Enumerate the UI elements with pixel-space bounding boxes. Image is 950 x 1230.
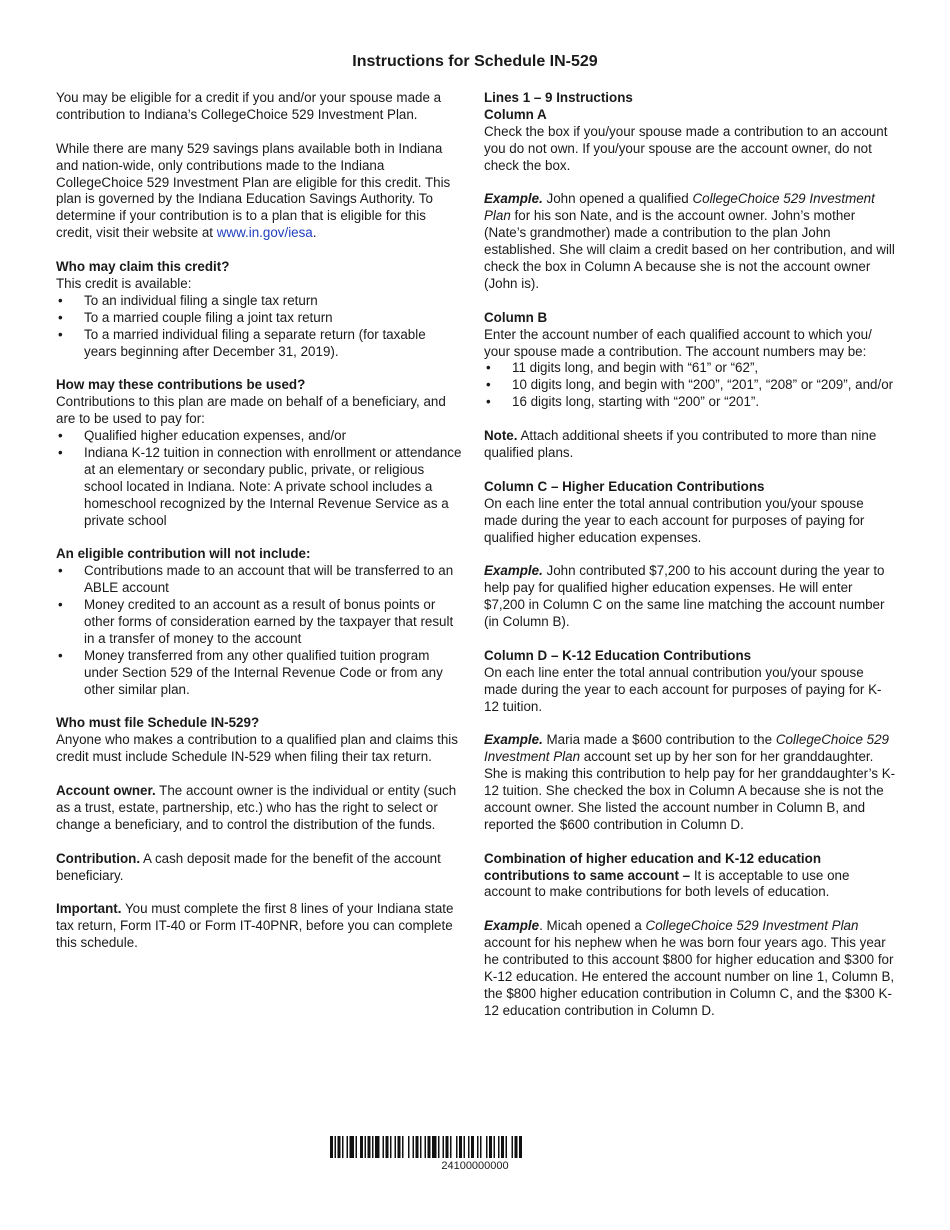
barcode-bar xyxy=(375,1136,380,1158)
barcode-bar xyxy=(335,1136,337,1158)
important-text: You must complete the first 8 lines of your Indiana state tax return, Form IT-40 or Form IT-40PNR, before you can complete this schedule. xyxy=(56,901,454,951)
column-a-heading: Column A xyxy=(484,106,547,122)
barcode-bar xyxy=(395,1136,397,1158)
barcode-bar xyxy=(338,1136,341,1158)
account-owner-text: The account owner is the individual or entity (such as a trust, estate, partnership, etc.) who has the right to select or change a beneficiary, and to control the distribution of the funds. xyxy=(56,783,457,832)
column-c-heading: Column C – Higher Education Contributions xyxy=(484,478,765,494)
page-title: Instructions for Schedule IN-529 xyxy=(352,53,598,70)
how-used-list xyxy=(56,428,462,529)
barcode-bar xyxy=(477,1136,479,1158)
how-used-text: Contributions to this plan are made on behalf of a beneficiary, and are to be used to pay for: xyxy=(56,394,446,427)
barcode xyxy=(330,1136,620,1173)
contribution-paragraph xyxy=(56,851,462,885)
barcode-bar xyxy=(450,1136,452,1158)
example-1-paragraph xyxy=(484,191,896,292)
barcode-bar xyxy=(330,1136,333,1158)
example-3-paragraph xyxy=(484,732,896,833)
right-column xyxy=(484,90,896,1037)
barcode-bar xyxy=(501,1136,504,1158)
plan-name: CollegeChoice 529 Investment Plan xyxy=(645,918,859,934)
barcode-bar xyxy=(489,1136,492,1158)
barcode-bar xyxy=(515,1136,518,1158)
plan-name: CollegeChoice 529 Investment Plan xyxy=(484,732,889,765)
barcode-bar xyxy=(386,1136,389,1158)
barcode-bar xyxy=(408,1136,410,1158)
left-column xyxy=(56,90,462,969)
list-item: • Money transferred from any other qualified tuition program under Section 529 of the Internal Revenue Code or from any other similar plan. xyxy=(56,648,462,699)
barcode-bar xyxy=(356,1136,358,1158)
barcode-bar xyxy=(398,1136,401,1158)
barcode-bar xyxy=(420,1136,422,1158)
barcode-bar xyxy=(347,1136,349,1158)
contribution-label: Contribution. xyxy=(56,850,141,866)
account-number-list xyxy=(484,360,896,411)
example-label: Example. xyxy=(484,732,543,748)
barcode-bar xyxy=(390,1136,392,1158)
list-item: • To an individual filing a single tax return xyxy=(56,293,462,310)
barcode-bar xyxy=(413,1136,415,1158)
example-text: account set up by her son for her granddaughter. She is making this contribution to help pay for her granddaughter’s K-12 tuition. She checked the box in Column A because she is not the account owner. She listed the account number in Column B, and reported the $600 contribution in Column D. xyxy=(484,749,896,832)
how-used-heading: How may these contributions be used? xyxy=(56,377,306,393)
list-item: • 10 digits long, and begin with “200”, “201”, “208” or “209”, and/or xyxy=(484,377,896,394)
lines-heading: Lines 1 – 9 Instructions xyxy=(484,90,633,105)
example-label: Example. xyxy=(484,563,543,579)
contribution-text: A cash deposit made for the benefit of the account beneficiary. xyxy=(56,850,441,883)
barcode-bar xyxy=(506,1136,508,1158)
combination-paragraph xyxy=(484,851,896,902)
plans-text-end: . xyxy=(312,225,317,241)
barcode-bar xyxy=(498,1136,500,1158)
barcode-bar xyxy=(428,1136,431,1158)
example-text: for his son Nate, and is the account owner. John’s mother (Nate’s grandmother) made a contribution to the plan John established. She will claim a credit based on her contribution, and will check the box in Column A because she is not the account owner (John is). xyxy=(484,208,895,291)
example-text: John opened a qualified xyxy=(542,191,693,207)
list-item: • 16 digits long, starting with “200” or “201”. xyxy=(484,394,896,411)
barcode-bar xyxy=(438,1136,440,1158)
example-2-paragraph xyxy=(484,563,896,631)
barcode-bar xyxy=(383,1136,385,1158)
example-text: . Micah opened a xyxy=(539,918,646,934)
barcode-bar xyxy=(456,1136,458,1158)
column-a-text: Check the box if you/your spouse made a contribution to an account you do not own. If you/your spouse are the account owner, do not check the box. xyxy=(484,123,888,173)
plans-text: While there are many 529 savings plans available both in Indiana and nation-wide, only contributions made to the Indiana CollegeChoice 529 Investment Plan are eligible for this credit. This plan is governed by the Indiana Education Savings Authority. To determine if your contribution is to a plan that is eligible for this credit, visit their website at xyxy=(56,140,451,241)
example-text: account for his nephew when he was born four years ago. This year he contributed to this account $800 for higher education and $300 for K-12 education. He entered the account number on line 1, Column B, the $800 higher education contribution in Column C, and the $300 K-12 education contribution in Column D. xyxy=(484,935,895,1018)
list-item: • To a married couple filing a joint tax return xyxy=(56,310,462,327)
list-item: • Contributions made to an account that will be transferred to an ABLE account xyxy=(56,563,462,597)
barcode-bars xyxy=(330,1136,620,1158)
account-owner-label: Account owner. xyxy=(56,783,156,799)
barcode-bar xyxy=(480,1136,482,1158)
barcode-bar xyxy=(512,1136,514,1158)
barcode-bar xyxy=(459,1136,462,1158)
list-item: • To a married individual filing a separate return (for taxable years beginning after December 31, 2019). xyxy=(56,327,462,361)
list-item: • Indiana K-12 tuition in connection with enrollment or attendance at an elementary or secondary public, private, or religious school located in Indiana. Note: A private school includes a homeschool recognized by the Internal Revenue Service as a private school xyxy=(56,445,462,530)
barcode-bar xyxy=(416,1136,419,1158)
barcode-bar xyxy=(446,1136,449,1158)
example-label: Example. xyxy=(484,191,543,207)
barcode-number: 24100000000 xyxy=(441,1160,509,1172)
barcode-bar xyxy=(471,1136,474,1158)
list-item: • Qualified higher education expenses, and/or xyxy=(56,428,462,445)
barcode-bar xyxy=(464,1136,466,1158)
not-include-heading: An eligible contribution will not include: xyxy=(56,546,311,562)
list-item: • Money credited to an account as a result of bonus points or other forms of consideration earned by the taxpayer that result in a transfer of money to the account xyxy=(56,597,462,648)
plans-paragraph xyxy=(56,141,462,242)
example-text: John contributed $7,200 to his account during the year to help pay for qualified higher education expenses. He will enter $7,200 in Column C on the same line matching the account number (in Column B). xyxy=(484,563,885,630)
column-c-text: On each line enter the total annual contribution you/your spouse made during the year to each account for purposes of paying for qualified higher education expenses. xyxy=(484,495,865,545)
list-item: • 11 digits long, and begin with “61” or “62”, xyxy=(484,360,896,377)
barcode-bar xyxy=(468,1136,470,1158)
note-text: Attach additional sheets if you contributed to more than nine qualified plans. xyxy=(484,428,877,460)
important-label: Important. xyxy=(56,901,122,917)
plan-name: CollegeChoice 529 Investment Plan xyxy=(484,191,875,224)
barcode-bar xyxy=(402,1136,404,1158)
barcode-bar xyxy=(494,1136,496,1158)
not-include-list xyxy=(56,563,462,698)
barcode-bar xyxy=(519,1136,522,1158)
barcode-bar xyxy=(372,1136,374,1158)
example-text: Maria made a $600 contribution to the xyxy=(542,732,776,748)
barcode-bar xyxy=(432,1136,437,1158)
barcode-bar xyxy=(486,1136,488,1158)
barcode-bar xyxy=(368,1136,371,1158)
intro-paragraph: You may be eligible for a credit if you and/or your spouse made a contribution to Indiana’s CollegeChoice 529 Investment Plan. xyxy=(56,90,442,122)
account-owner-paragraph xyxy=(56,783,462,834)
combination-label: Combination of higher education and K-12 education contributions to same account – xyxy=(484,850,822,883)
note-label: Note. xyxy=(484,428,518,444)
barcode-bar xyxy=(350,1136,355,1158)
barcode-bar xyxy=(425,1136,427,1158)
example-4-paragraph xyxy=(484,918,896,1019)
who-file-heading: Who must file Schedule IN-529? xyxy=(56,715,260,731)
who-claim-list xyxy=(56,293,462,361)
important-paragraph xyxy=(56,901,462,952)
column-d-text: On each line enter the total annual contribution you/your spouse made during the year to each account for purposes of paying for K-12 tuition. xyxy=(484,664,882,714)
column-b-text: Enter the account number of each qualified account to which you/ your spouse made a contribution. The account numbers may be: xyxy=(484,326,872,359)
iesa-link[interactable]: www.in.gov/iesa xyxy=(216,225,313,241)
barcode-bar xyxy=(365,1136,367,1158)
who-file-text: Anyone who makes a contribution to a qualified plan and claims this credit must include Schedule IN-529 when filing their tax return. xyxy=(56,732,458,765)
barcode-bar xyxy=(342,1136,344,1158)
example-label: Example xyxy=(484,918,540,934)
column-b-heading: Column B xyxy=(484,309,548,325)
column-d-heading: Column D – K-12 Education Contributions xyxy=(484,647,752,663)
who-claim-heading: Who may claim this credit? xyxy=(56,259,230,275)
barcode-bar xyxy=(443,1136,445,1158)
barcode-bar xyxy=(360,1136,363,1158)
combination-text: It is acceptable to use one account to make contributions for both levels of education. xyxy=(484,867,850,900)
who-claim-text: This credit is available: xyxy=(56,275,192,291)
note-paragraph xyxy=(484,428,896,462)
